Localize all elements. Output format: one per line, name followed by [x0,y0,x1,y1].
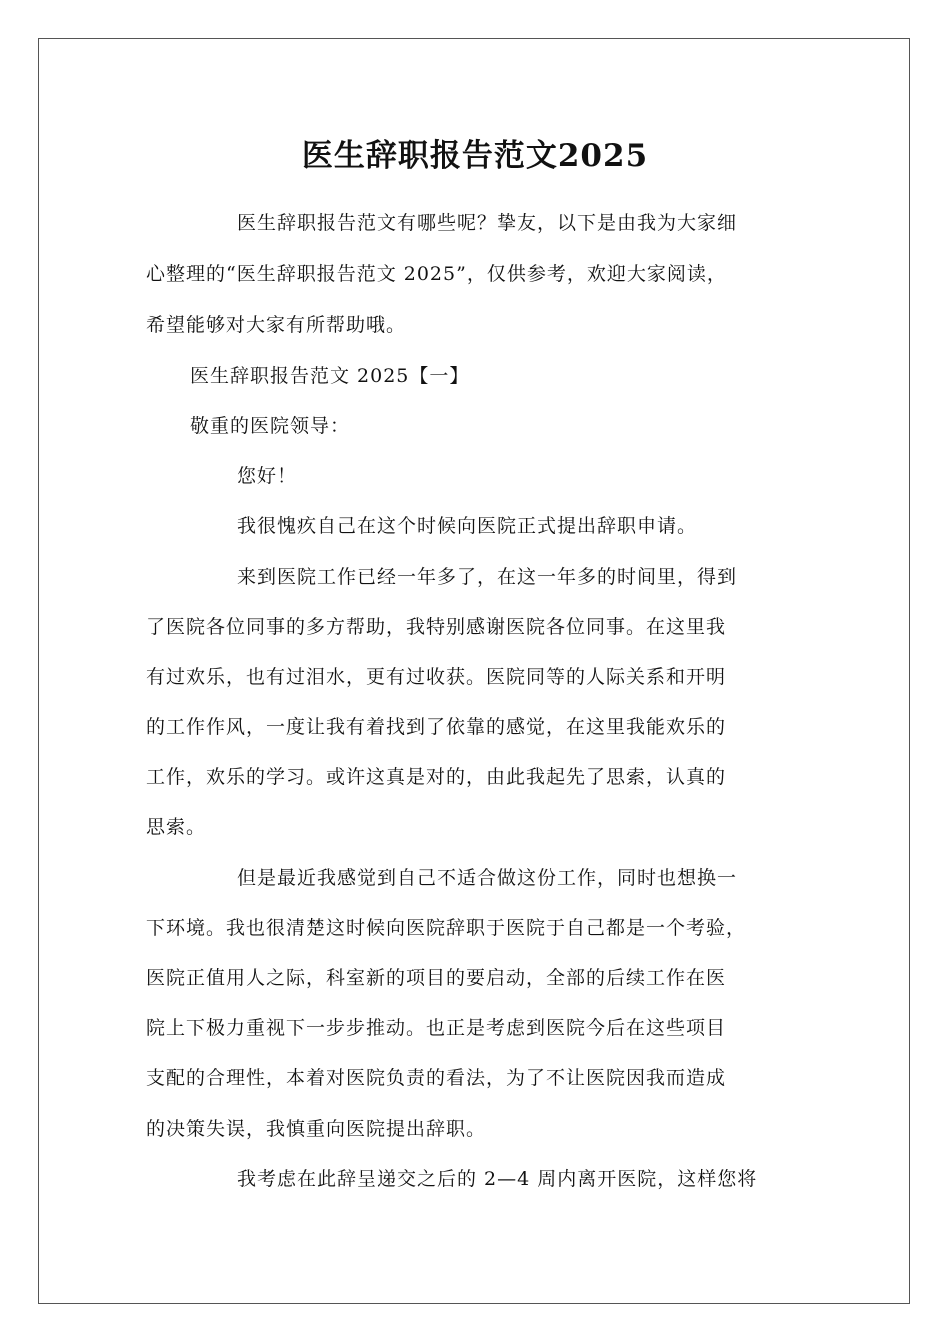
paragraph-line: 下环境。我也很清楚这时候向医院辞职于医院于自己都是一个考验， [146,917,747,939]
document-title: 医生辞职报告范文2025 [301,138,649,174]
paragraph-line: 我考虑在此辞呈递交之后的 2—4 周内离开医院，这样您将 [237,1168,758,1190]
paragraph-line: 希望能够对大家有所帮助哦。 [146,314,407,336]
paragraph-line: 了医院各位同事的多方帮助，我特别感谢医院各位同事。在这里我 [146,616,727,638]
paragraph-line: 医生辞职报告范文有哪些呢？挚友，以下是由我为大家细 [237,212,738,234]
paragraph-line: 来到医院工作已经一年多了，在这一年多的时间里，得到 [237,566,738,588]
paragraph-line: 有过欢乐，也有过泪水，更有过收获。医院同等的人际关系和开明 [146,666,727,688]
paragraph-line: 的工作作风，一度让我有着找到了依靠的感觉，在这里我能欢乐的 [146,716,727,738]
paragraph-line: 但是最近我感觉到自己不适合做这份工作，同时也想换一 [237,867,738,889]
paragraph-line: 的决策失误，我慎重向医院提出辞职。 [146,1118,487,1140]
paragraph-line: 我很愧疚自己在这个时候向医院正式提出辞职申请。 [237,515,698,537]
paragraph-line: 思索。 [146,816,207,838]
greeting: 您好！ [237,465,298,487]
paragraph-line: 支配的合理性，本着对医院负责的看法，为了不让医院因我而造成 [146,1067,727,1089]
salutation: 敬重的医院领导： [190,415,351,437]
paragraph-line: 工作，欢乐的学习。或许这真是对的，由此我起先了思索，认真的 [146,766,727,788]
section-heading: 医生辞职报告范文 2025【一】 [190,365,470,387]
paragraph-line: 院上下极力重视下一步步推动。也正是考虑到医院今后在这些项目 [146,1017,727,1039]
paragraph-line: 心整理的“医生辞职报告范文 2025”，仅供参考，欢迎大家阅读， [146,263,727,285]
paragraph-line: 医院正值用人之际，科室新的项目的要启动，全部的后续工作在医 [146,967,727,989]
